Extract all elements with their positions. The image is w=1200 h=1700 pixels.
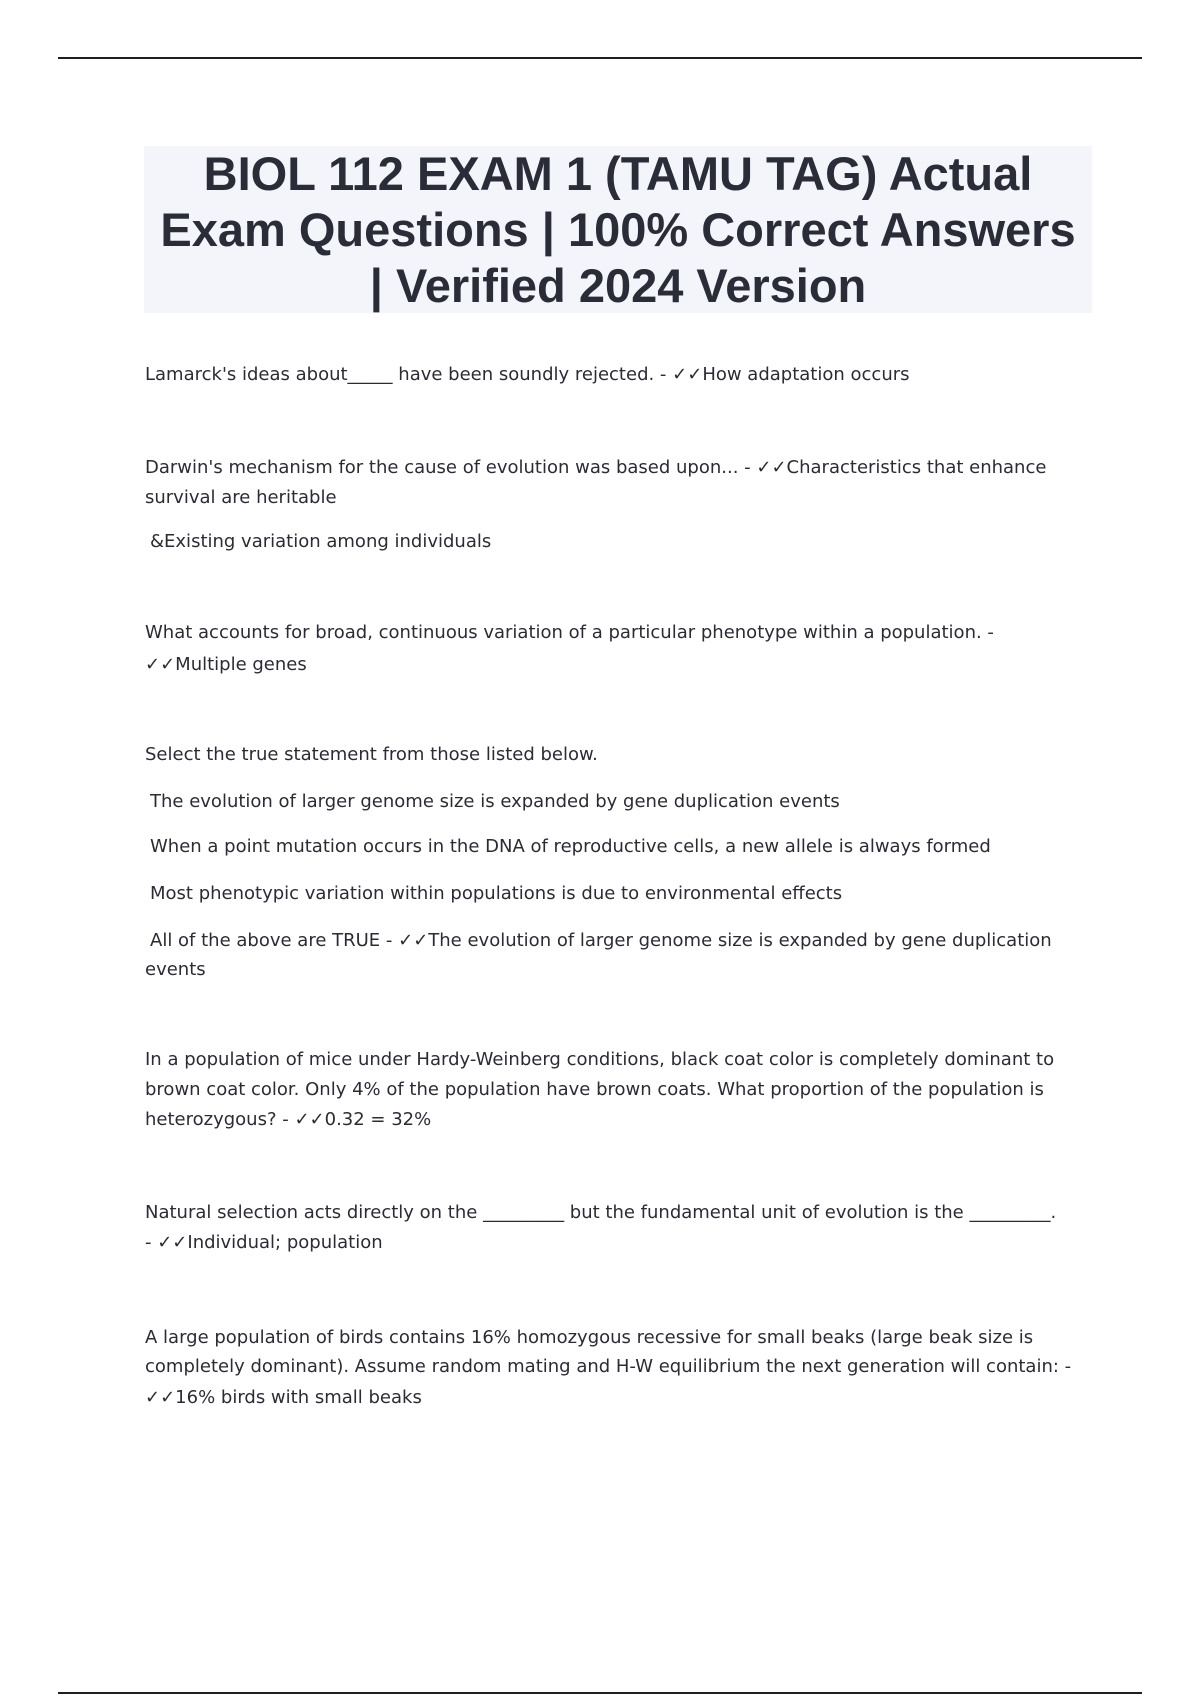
question-7-line-1: A large population of birds contains 16% homozygous recessive for small beaks (large beak size is [145, 1327, 1034, 1348]
title-line-3: | Verified 2024 Version [369, 258, 867, 312]
question-4-option-4: All of the above are TRUE - ✓✓The evolution of larger genome size is expanded by gene duplication [150, 930, 1052, 951]
document-title [160, 146, 1075, 314]
question-4-line-1: Select the true statement from those listed below. [145, 744, 598, 765]
title-line-1: BIOL 112 EXAM 1 (TAMU TAG) Actual [203, 146, 1033, 200]
title-banner [144, 146, 1092, 313]
question-4-option-3: Most phenotypic variation within populations is due to environmental effects [150, 883, 843, 904]
question-2-line-1: Darwin's mechanism for the cause of evolution was based upon... - ✓✓Characteristics that enhance [145, 457, 1047, 478]
question-1-line-1: Lamarck's ideas about_____ have been soundly rejected. - ✓✓How adaptation occurs [145, 364, 910, 385]
question-4-option-2: When a point mutation occurs in the DNA of reproductive cells, a new allele is always formed [150, 836, 991, 857]
question-5-line-3: heterozygous? - ✓✓0.32 = 32% [145, 1109, 432, 1130]
question-3-line-2: ✓✓Multiple genes [145, 654, 307, 675]
question-4-option-1: The evolution of larger genome size is expanded by gene duplication events [150, 791, 840, 812]
top-rule [58, 57, 1142, 59]
question-7-line-2: completely dominant). Assume random mating and H-W equilibrium the next generation will contain: - [145, 1356, 1072, 1377]
title-line-2: Exam Questions | 100% Correct Answers [160, 202, 1076, 256]
bottom-rule [58, 1692, 1142, 1694]
question-7-line-3: ✓✓16% birds with small beaks [145, 1387, 422, 1408]
question-2-line-3: &Existing variation among individuals [150, 531, 492, 552]
question-6-line-1: Natural selection acts directly on the _________ but the fundamental unit of evolution is the _________. [145, 1202, 1057, 1223]
question-4-line-6: events [145, 959, 206, 980]
question-5-line-1: In a population of mice under Hardy-Weinberg conditions, black coat color is completely dominant to [145, 1049, 1055, 1070]
question-5-line-2: brown coat color. Only 4% of the population have brown coats. What proportion of the population is [145, 1079, 1044, 1100]
question-2-line-2: survival are heritable [145, 487, 337, 508]
question-3-line-1: What accounts for broad, continuous variation of a particular phenotype within a population. - [145, 622, 994, 643]
question-6-line-2: - ✓✓Individual; population [145, 1232, 383, 1253]
